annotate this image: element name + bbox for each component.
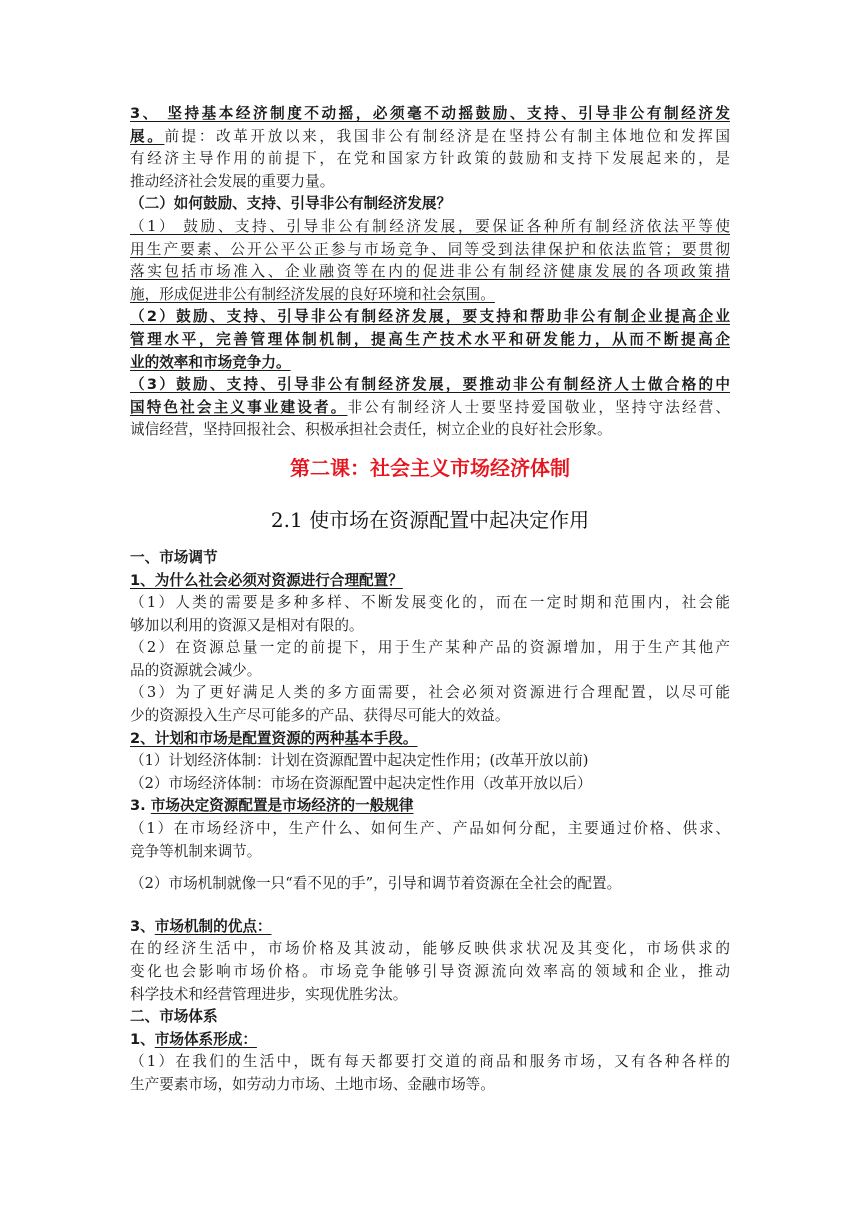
spacer xyxy=(130,906,730,916)
question-5-text: 市场体系形成： xyxy=(154,1030,257,1048)
question-2 xyxy=(130,728,730,751)
question-5-number: 1、 xyxy=(130,1030,155,1048)
planned-economy-line: （1）计划经济体制：计划在资源配置中起决定性作用；(改革开放以前) xyxy=(130,752,589,770)
p1-line: （1） 鼓励、支持、引导非公有制经济发展，要保证各种所有制经济依法平等使 xyxy=(130,217,730,235)
question-1 xyxy=(130,570,730,593)
spacer xyxy=(130,863,730,873)
answer-3-line: 少的资源投入生产尽可能多的产品、获得尽可能大的效益。 xyxy=(130,707,510,725)
p1-line: 用生产要素、公开公平公正参与市场竞争、同等受到法律保护和依法监管；要贯彻 xyxy=(130,240,730,258)
p3-line: （3）鼓励、支持、引导非公有制经济发展，要推动非公有制经济人士做合格的中 xyxy=(130,376,730,394)
p2-line: 业的效率和市场竞争力。 xyxy=(130,353,291,371)
invisible-hand-line: （2）市场机制就像一只“看不见的手”，引导和调节着资源在全社会的配置。 xyxy=(130,875,622,893)
point-3-line-2 xyxy=(130,126,730,149)
q5-body-line: 生产要素市场，如劳动力市场、土地市场、金融市场等。 xyxy=(130,1075,495,1093)
premise-text: 前提：改革开放以来，我国非公有制经济是在坚持公有制主体地位和发挥国 xyxy=(164,127,730,145)
heading-market-regulation: 一、市场调节 xyxy=(130,548,218,566)
question-3-number: 3. xyxy=(130,797,151,815)
question-3-text: 市场决定资源配置是市场经济的一般规律 xyxy=(150,797,414,815)
point-3-line-4: 推动经济社会发展的重要力量。 xyxy=(130,172,335,190)
p3-plain: 非公有制经济人士要坚持爱国敬业，坚持守法经营、 xyxy=(347,398,730,416)
question-2-text: 2、计划和市场是配置资源的两种基本手段。 xyxy=(130,729,418,747)
answer-1-line: （1）人类的需要是多种多样、不断发展变化的，而在一定时期和范围内，社会能 xyxy=(130,594,730,612)
answer-2-line: 品的资源就会减少。 xyxy=(130,661,262,679)
p3-line xyxy=(130,397,730,420)
p2-line: （2）鼓励、支持、引导非公有制经济发展，要支持和帮助非公有制企业提高企业 xyxy=(130,308,730,326)
document-page xyxy=(130,103,730,1097)
q3-answer-line: （1）在市场经济中，生产什么、如何生产、产品如何分配，主要通过价格、供求、 xyxy=(130,820,730,838)
market-economy-line: （2）市场经济体制：市场在资源配置中起决定性作用（改革开放以后） xyxy=(130,774,592,792)
section-title: 2.1 使市场在资源配置中起决定作用 xyxy=(270,507,590,532)
question-3 xyxy=(130,795,730,818)
q3-answer-line: 竞争等机制来调节。 xyxy=(130,842,262,860)
question-4-number: 3、 xyxy=(130,917,155,935)
p1-line: 落实包括市场准入、企业融资等在内的促进非公有制经济健康发展的各项政策措 xyxy=(130,263,730,281)
q4-body-line: 变化也会影响市场价格。市场竞争能够引导资源流向效率高的领域和企业，推动 xyxy=(130,963,730,980)
answer-2-line: （2）在资源总量一定的前提下，用于生产某种产品的资源增加，用于生产其他产 xyxy=(130,639,730,657)
question-4-text: 市场机制的优点： xyxy=(154,917,272,935)
p3-underlined: 国特色社会主义事业建设者。 xyxy=(130,398,348,416)
answer-1-line: 够加以利用的资源又是相对有限的。 xyxy=(130,616,364,634)
question-4 xyxy=(130,916,730,939)
point-3-line-3: 有经济主导作用的前提下，在党和国家方针政策的鼓励和支持下发展起来的，是 xyxy=(130,150,730,168)
q4-body-line: 科学技术和经营管理进步，实现优胜劣汰。 xyxy=(130,985,408,1003)
p1-line: 施，形成促进非公有制经济发展的良好环境和社会氛围。 xyxy=(130,285,495,303)
spacer xyxy=(130,896,730,906)
heading-market-system: 二、市场体系 xyxy=(130,1008,218,1026)
p3-line: 诚信经营，坚持回报社会、积极承担社会责任，树立企业的良好社会形象。 xyxy=(130,421,612,439)
p2-line: 管理水平，完善管理体制机制，提高生产技术水平和研发能力，从而不断提高企 xyxy=(130,330,730,348)
point-3-heading-end: 展。 xyxy=(130,127,165,145)
lesson-title: 第二课：社会主义市场经济体制 xyxy=(290,455,570,480)
point-3-heading: 3、 坚持基本经济制度不动摇，必须毫不动摇鼓励、支持、引导非公有制经济发 xyxy=(130,105,730,122)
q4-body-line: 在的经济生活中，市场价格及其波动，能够反映供求状况及其变化，市场供求的 xyxy=(130,940,730,958)
q5-body-line: （1）在我们的生活中，既有每天都要打交道的商品和服务市场，又有各种各样的 xyxy=(130,1053,730,1071)
answer-3-line: （3）为了更好满足人类的多方面需要，社会必须对资源进行合理配置，以尽可能 xyxy=(130,684,730,702)
question-1-text: 1、为什么社会必须对资源进行合理配置？ xyxy=(130,571,403,589)
question-5 xyxy=(130,1029,730,1052)
subsection-2-heading: （二）如何鼓励、支持、引导非公有制经济发展？ xyxy=(130,195,452,213)
